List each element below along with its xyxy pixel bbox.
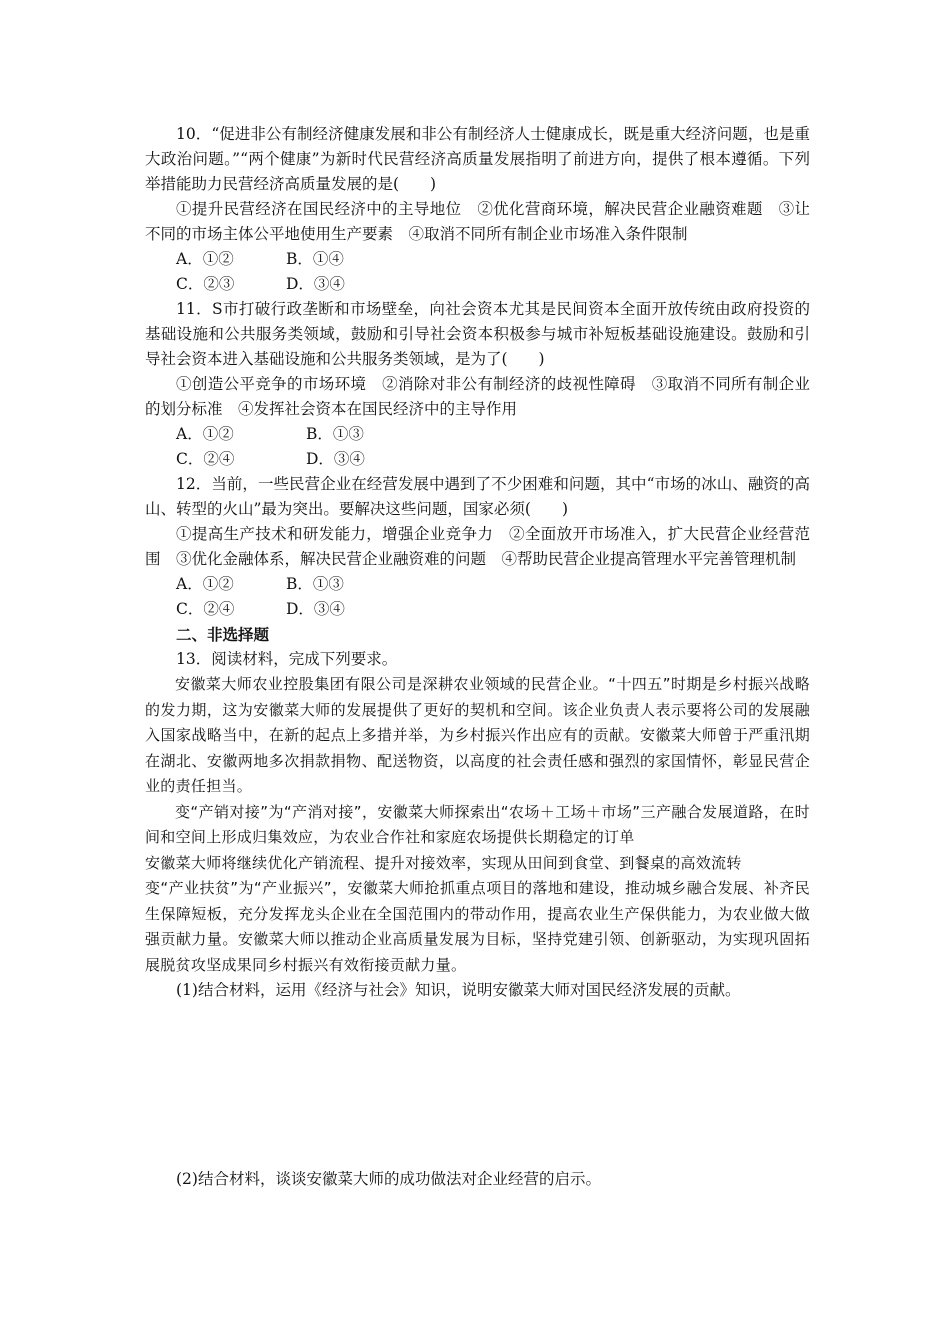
- q10-options-row1: [145, 247, 810, 272]
- q12-options-row1: [145, 572, 810, 597]
- q11-options-row2: [145, 447, 810, 472]
- q10-option-b: B．①④: [286, 250, 344, 268]
- q11-stem: 11．S市打破行政垄断和市场壁垒，向社会资本尤其是民间资本全面开放传统由政府投资的基础设施和公共服务类领域，鼓励和引导社会资本积极参与城市补短板基础设施建设。鼓励和引导社会资本进入基础设施和公共服务类领域，是为了( ): [145, 300, 810, 368]
- q10-stem: 10．“促进非公有制经济健康发展和非公有制经济人士健康成长，既是重大经济问题，也是重大政治问题。”“两个健康”为新时代民营经济高质量发展指明了前进方向，提供了根本遵循。下列举措能助力民营经济高质量发展的是( ): [145, 125, 810, 193]
- section-heading: 二、非选择题: [176, 625, 270, 644]
- q10-option-a: A．①②: [176, 250, 234, 268]
- q12-stem: 12．当前，一些民营企业在经营发展中遇到了不少困难和问题，其中“市场的冰山、融资的高山、转型的火山”最为突出。要解决这些问题，国家必须( ): [145, 475, 810, 518]
- q11-option-c: C．②④: [176, 450, 235, 468]
- q13-subquestion-2: (2)结合材料，谈谈安徽菜大师的成功做法对企业经营的启示。: [176, 1170, 601, 1188]
- q13-subquestion-1: (1)结合材料，运用《经济与社会》知识，说明安徽菜大师对国民经济发展的贡献。: [176, 981, 741, 999]
- q10-statements: ①提升民营经济在国民经济中的主导地位 ②优化营商环境，解决民营企业融资难题 ③让不同的市场主体公平地使用生产要素 ④取消不同所有制企业市场准入条件限制: [145, 200, 810, 243]
- q12-option-b: B．①③: [286, 575, 344, 593]
- q12-option-c: C．②④: [176, 600, 235, 618]
- q13-material-paragraph-1: 安徽菜大师农业控股集团有限公司是深耕农业领域的民营企业。“十四五”时期是乡村振兴战略的发力期，这为安徽菜大师的发展提供了更好的契机和空间。该企业负责人表示要将公司的发展融入国家战略当中，在新的起点上多措并举，为乡村振兴作出应有的贡献。安徽菜大师曾于严重汛期在湖北、安徽两地多次捐款捐物、配送物资，以高度的社会责任感和强烈的家国情怀，彰显民营企业的责任担当。: [145, 675, 810, 795]
- q11-option-d: D．③④: [306, 450, 365, 468]
- answer-space: [145, 1003, 810, 1153]
- document-page: [145, 122, 810, 1192]
- q11-options-row1: [145, 422, 810, 447]
- q12-options-row2: [145, 597, 810, 622]
- q13-material-paragraph-4: 变“产业扶贫”为“产业振兴”，安徽菜大师抢抓重点项目的落地和建设，推动城乡融合发展、补齐民生保障短板，充分发挥龙头企业在全国范围内的带动作用，提高农业生产保供能力，为农业做大做强贡献力量。安徽菜大师以推动企业高质量发展为目标，坚持党建引领、创新驱动，为实现巩固拓展脱贫攻坚成果同乡村振兴有效衔接贡献力量。: [145, 879, 810, 974]
- q12-option-a: A．①②: [176, 575, 234, 593]
- q12-option-d: D．③④: [286, 600, 345, 618]
- q13-material-paragraph-3: 安徽菜大师将继续优化产销流程、提升对接效率，实现从田间到食堂、到餐桌的高效流转: [145, 853, 742, 872]
- q11-option-b: B．①③: [306, 425, 364, 443]
- q12-statements: ①提高生产技术和研发能力，增强企业竞争力 ②全面放开市场准入，扩大民营企业经营范围 ③优化金融体系，解决民营企业融资难的问题 ④帮助民营企业提高管理水平完善管理机制: [145, 525, 810, 568]
- q13-stem: 13．阅读材料，完成下列要求。: [176, 650, 398, 668]
- q10-options-row2: [145, 272, 810, 297]
- q11-statements: ①创造公平竞争的市场环境 ②消除对非公有制经济的歧视性障碍 ③取消不同所有制企业的划分标准 ④发挥社会资本在国民经济中的主导作用: [145, 375, 810, 418]
- q13-material-paragraph-2: 变“产销对接”为“产消对接”，安徽菜大师探索出“农场＋工场＋市场”三产融合发展道路，在时间和空间上形成归集效应，为农业合作社和家庭农场提供长期稳定的订单: [145, 802, 810, 846]
- q10-option-c: C．②③: [176, 275, 235, 293]
- q11-option-a: A．①②: [176, 425, 234, 443]
- q10-option-d: D．③④: [286, 275, 345, 293]
